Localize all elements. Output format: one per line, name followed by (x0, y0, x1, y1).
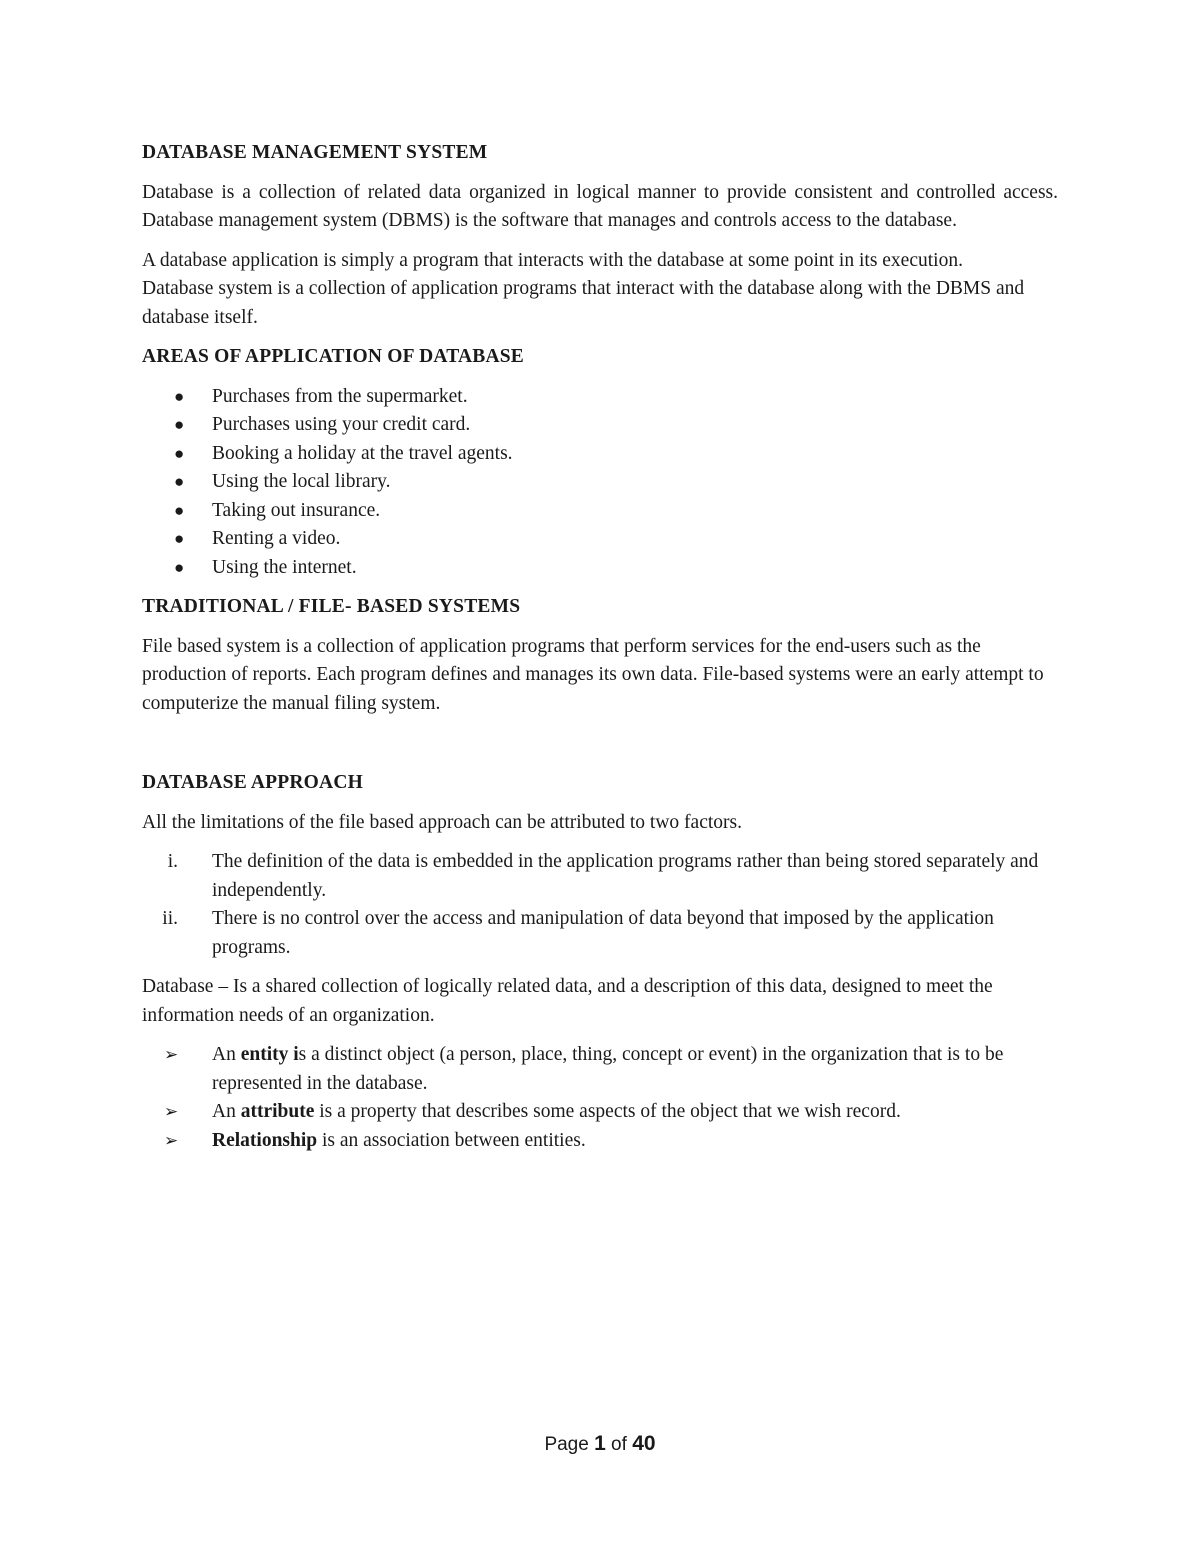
list-item: ➢ An entity is a distinct object (a person, place, thing, concept or event) in the organization that is to be represented in the database. (142, 1041, 1058, 1098)
database-application-paragraph (142, 247, 1058, 333)
arrow-bullet-icon: ➢ (164, 1102, 179, 1122)
section-heading-dbms: DATABASE MANAGEMENT SYSTEM (142, 142, 488, 163)
factors-list (142, 848, 1058, 962)
section-heading-approach: DATABASE APPROACH (142, 772, 363, 793)
page-footer: Page 1 of 40 (544, 1432, 656, 1455)
bullet-icon: ● (174, 529, 185, 548)
list-number: i. (167, 851, 178, 872)
list-item: ● Using the local library. (142, 468, 1058, 497)
database-application-line: A database application is simply a program that interacts with the database at some point in its execution. (142, 249, 963, 271)
term-entity: entity i (240, 1044, 299, 1065)
term-attribute: attribute (240, 1101, 315, 1122)
page-number: 1 (594, 1432, 606, 1455)
list-item: i. The definition of the data is embedded in the application programs rather than being stored separately and independently. (142, 848, 1058, 905)
list-number: ii. (162, 908, 178, 929)
list-item: ● Booking a holiday at the travel agents. (142, 440, 1058, 469)
bullet-icon: ● (174, 443, 185, 463)
list-item: ● Using the internet. (142, 554, 1058, 583)
term-relationship: Relationship (212, 1129, 318, 1151)
database-system-line: Database system is a collection of application programs that interact with the database along with the DBMS and database itself. (142, 278, 1025, 328)
document-body (142, 139, 1058, 1166)
bullet-icon: ● (174, 386, 185, 406)
list-item: ➢ Relationship is an association between entities. (142, 1127, 1058, 1156)
arrow-bullet-icon: ➢ (164, 1045, 179, 1065)
list-item: ➢ An attribute is a property that describes some aspects of the object that we wish record. (142, 1098, 1058, 1127)
list-item: ii. There is no control over the access and manipulation of data beyond that imposed by the application programs. (142, 905, 1058, 962)
file-based-paragraph: File based system is a collection of application programs that perform services for the end-users such as the production of reports. Each program defines and manages its own data. File-based systems were an early attempt to computerize the manual filing system. (142, 635, 1044, 714)
bullet-icon: ● (174, 472, 185, 491)
areas-list (142, 383, 1058, 583)
section-heading-traditional: TRADITIONAL / FILE- BASED SYSTEMS (142, 596, 521, 617)
bullet-icon: ● (174, 500, 185, 520)
bullet-icon: ● (174, 415, 185, 434)
list-item: ● Purchases using your credit card. (142, 411, 1058, 440)
bullet-icon: ● (174, 557, 185, 577)
dbms-paragraph: Database is a collection of related data organized in logical manner to provide consistent and controlled access. Database management system (DBMS) is the software that manages and controls access to the database. (142, 181, 1058, 231)
approach-intro: All the limitations of the file based approach can be attributed to two factors. (142, 811, 742, 833)
list-item: ● Taking out insurance. (142, 497, 1058, 526)
database-definition: Database – Is a shared collection of logically related data, and a description of this data, designed to meet the information needs of an organization. (142, 976, 993, 1026)
list-item: ● Renting a video. (142, 525, 1058, 554)
total-pages: 40 (632, 1432, 656, 1455)
arrow-bullet-icon: ➢ (164, 1130, 179, 1151)
section-heading-areas: AREAS OF APPLICATION OF DATABASE (142, 346, 524, 367)
list-item: ● Purchases from the supermarket. (142, 383, 1058, 412)
terms-list (142, 1041, 1058, 1155)
